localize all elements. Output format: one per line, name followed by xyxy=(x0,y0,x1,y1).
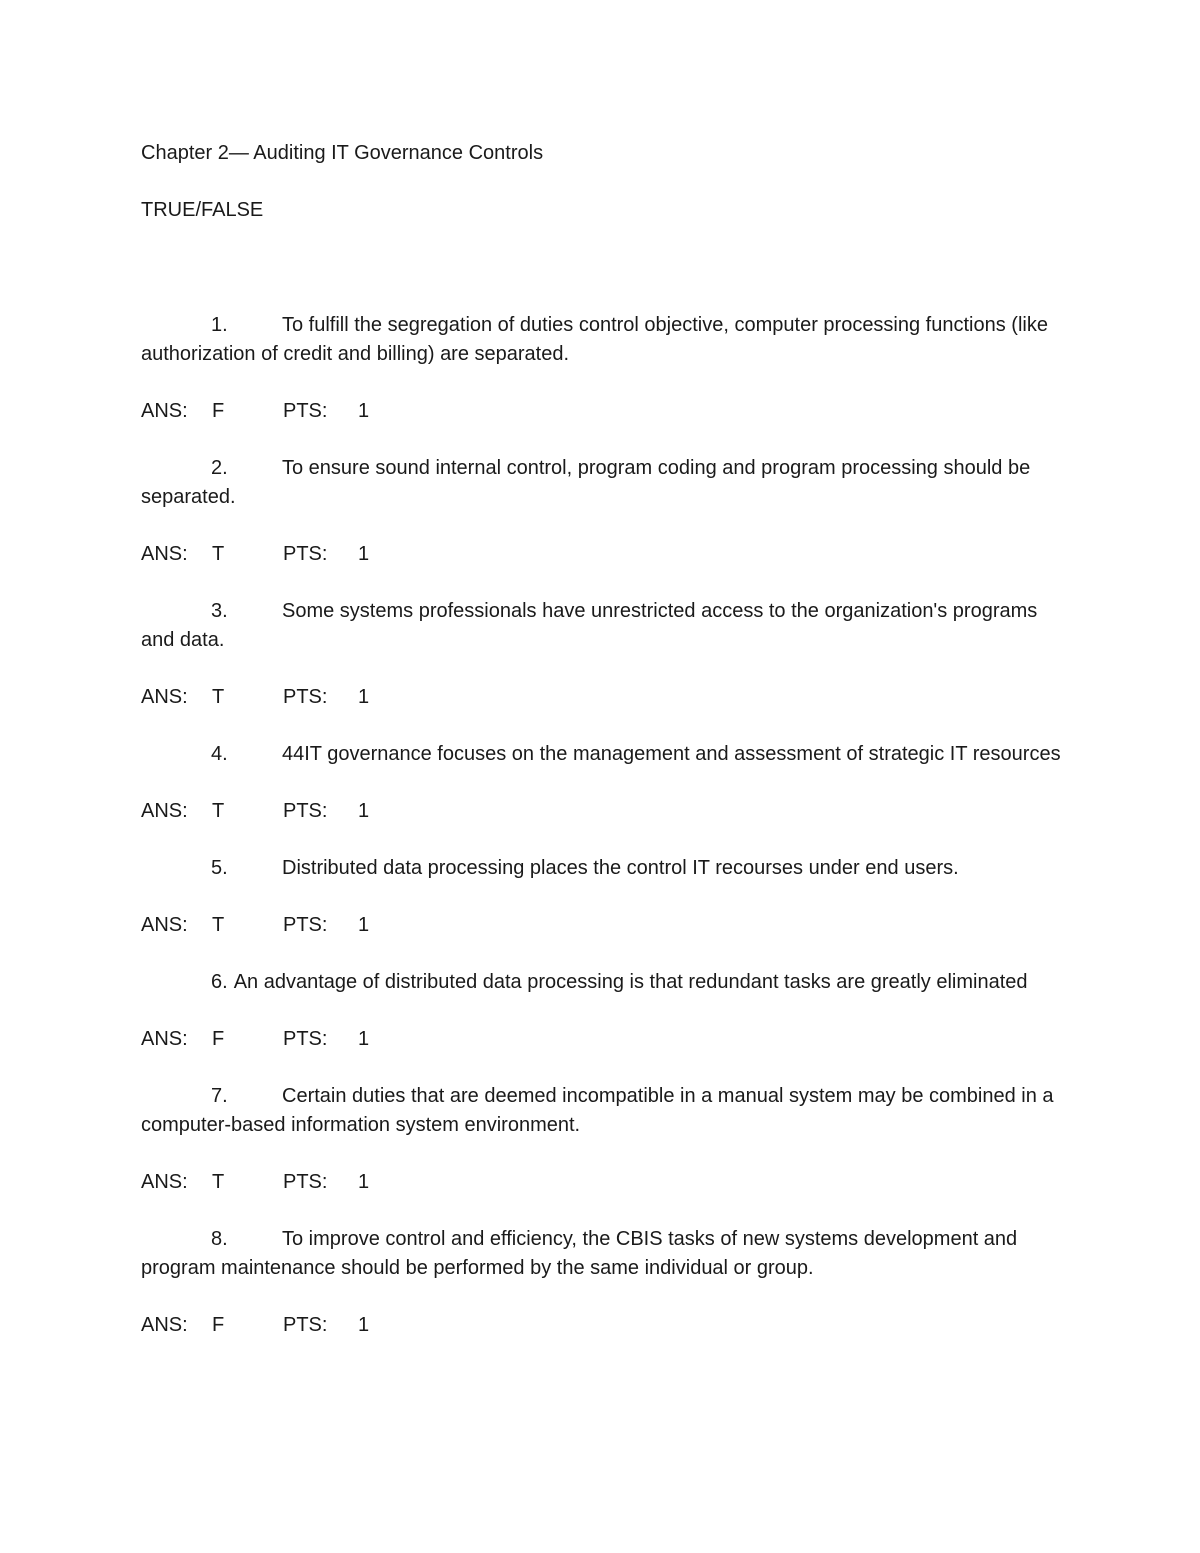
answer-value: T xyxy=(212,1171,225,1193)
points-label: PTS: xyxy=(283,1314,328,1336)
question-text: Distributed data processing places the control IT recourses under end users. xyxy=(282,857,959,879)
question-text: To fulfill the segregation of duties control objective, computer processing functions (like authorization of credit and billing) are separated. xyxy=(141,314,1048,365)
answer-4 xyxy=(141,797,1071,826)
answer-label: ANS: xyxy=(141,1314,188,1336)
section-heading: TRUE/FALSE xyxy=(141,199,264,221)
answer-6 xyxy=(141,1025,1071,1054)
answer-3 xyxy=(141,683,1071,712)
points-value: 1 xyxy=(358,543,370,565)
points-label: PTS: xyxy=(283,914,328,936)
question-7 xyxy=(141,1082,1071,1140)
answer-8 xyxy=(141,1311,1071,1340)
answer-label: ANS: xyxy=(141,686,188,708)
points-label: PTS: xyxy=(283,543,328,565)
question-1 xyxy=(141,311,1071,369)
answer-label: ANS: xyxy=(141,1171,188,1193)
answer-label: ANS: xyxy=(141,800,188,822)
question-text: To improve control and efficiency, the CBIS tasks of new systems development and program maintenance should be performed by the same individual or group. xyxy=(141,1228,1018,1279)
points-label: PTS: xyxy=(283,686,328,708)
points-value: 1 xyxy=(358,1028,370,1050)
question-8 xyxy=(141,1225,1071,1283)
question-text: To ensure sound internal control, program coding and program processing should be separated. xyxy=(141,457,1031,508)
question-6 xyxy=(141,968,1071,997)
answer-label: ANS: xyxy=(141,914,188,936)
chapter-title: Chapter 2— Auditing IT Governance Controls xyxy=(141,142,544,164)
answer-7 xyxy=(141,1168,1071,1197)
answer-1 xyxy=(141,397,1071,426)
points-value: 1 xyxy=(358,914,370,936)
answer-value: T xyxy=(212,543,225,565)
answer-value: F xyxy=(212,400,225,422)
points-value: 1 xyxy=(358,1171,370,1193)
question-3 xyxy=(141,597,1071,655)
question-number: 1. xyxy=(211,314,228,336)
question-text: 44IT governance focuses on the management and assessment of strategic IT resources xyxy=(282,743,1061,765)
points-label: PTS: xyxy=(283,1171,328,1193)
answer-value: F xyxy=(212,1314,225,1336)
answer-label: ANS: xyxy=(141,400,188,422)
question-5 xyxy=(141,854,1071,883)
question-number: 5. xyxy=(211,857,228,879)
answer-value: T xyxy=(212,800,225,822)
question-text: An advantage of distributed data processing is that redundant tasks are greatly eliminated xyxy=(233,971,1028,993)
question-text: Some systems professionals have unrestricted access to the organization's programs and data. xyxy=(141,600,1038,651)
answer-value: T xyxy=(212,686,225,708)
points-value: 1 xyxy=(358,1314,370,1336)
points-label: PTS: xyxy=(283,1028,328,1050)
question-number: 6. xyxy=(211,971,228,993)
question-number: 3. xyxy=(211,600,228,622)
answer-value: F xyxy=(212,1028,225,1050)
points-label: PTS: xyxy=(283,800,328,822)
question-number: 7. xyxy=(211,1085,228,1107)
answer-2 xyxy=(141,540,1071,569)
points-label: PTS: xyxy=(283,400,328,422)
points-value: 1 xyxy=(358,800,370,822)
question-number: 8. xyxy=(211,1228,228,1250)
answer-5 xyxy=(141,911,1071,940)
question-number: 2. xyxy=(211,457,228,479)
answer-value: T xyxy=(212,914,225,936)
question-text: Certain duties that are deemed incompatible in a manual system may be combined in a computer-based information system environment. xyxy=(141,1085,1054,1136)
answer-label: ANS: xyxy=(141,1028,188,1050)
points-value: 1 xyxy=(358,400,370,422)
points-value: 1 xyxy=(358,686,370,708)
document-page xyxy=(141,139,1071,1368)
question-2 xyxy=(141,454,1071,512)
question-number: 4. xyxy=(211,743,228,765)
answer-label: ANS: xyxy=(141,543,188,565)
question-4 xyxy=(141,740,1071,769)
